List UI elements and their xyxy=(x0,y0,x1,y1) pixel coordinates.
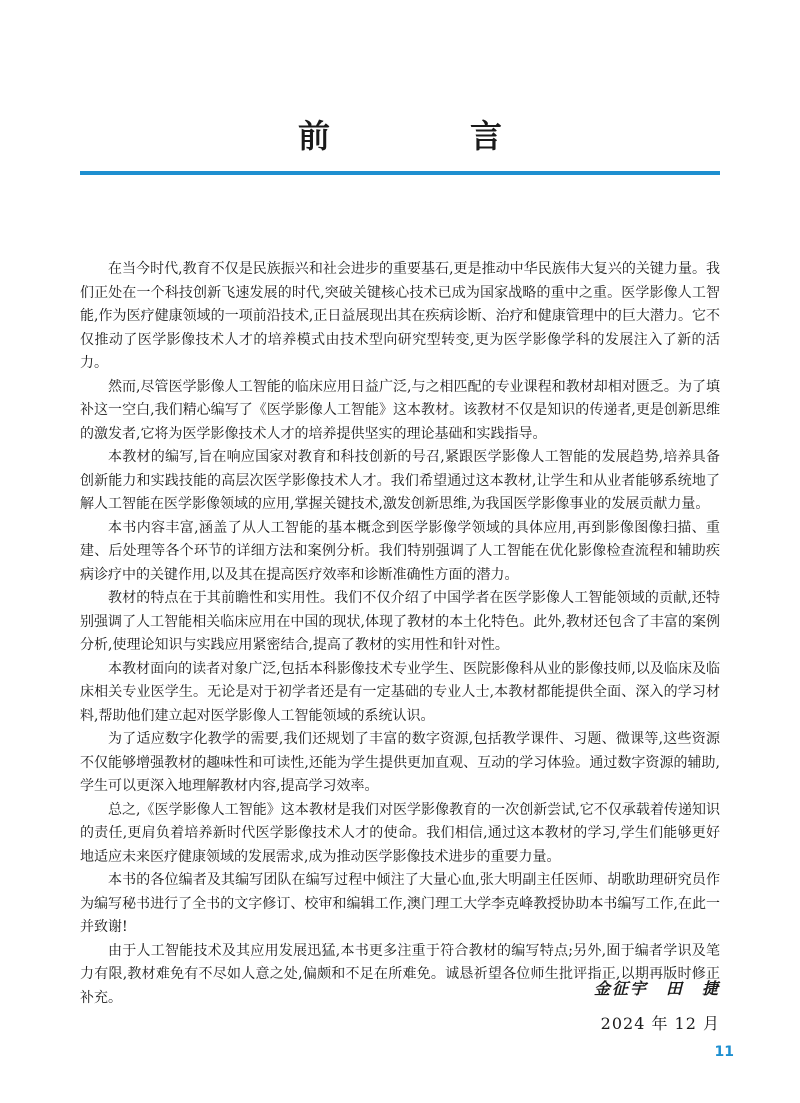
preface-body xyxy=(80,258,720,1010)
paragraph-7: 为了适应数字化教学的需要,我们还规划了丰富的数字资源,包括教学课件、习题、微课等,这些资源不仅能够增强教材的趣味性和可读性,还能为学生提供更加直观、互动的学习体验。通过数字资源的辅助,学生可以更深入地理解教材内容,提高学习效率。 xyxy=(80,731,720,794)
paragraph-2: 然而,尽管医学影像人工智能的临床应用日益广泛,与之相匹配的专业课程和教材却相对匮乏。为了填补这一空白,我们精心编写了《医学影像人工智能》这本教材。该教材不仅是知识的传递者,更是创新思维的激发者,它将为医学影像技术人才的培养提供坚实的理论基础和实践指导。 xyxy=(80,378,720,442)
signature-date: 2024 年 12 月 xyxy=(600,1014,720,1033)
paragraph-8: 总之,《医学影像人工智能》这本教材是我们对医学影像教育的一次创新尝试,它不仅承载着传递知识的责任,更肩负着培养新时代医学影像技术人才的使命。我们相信,通过这本教材的学习,学生们能够更好地适应未来医疗健康领域的发展需求,成为推动医学影像技术进步的重要力量。 xyxy=(80,801,720,865)
paragraph-10: 由于人工智能技术及其应用发展迅猛,本书更多注重于符合教材的编写特点;另外,囿于编者学识及笔力有限,教材难免有不尽如人意之处,偏颇和不足在所难免。诚恳祈望各位师生批评指正,以期再版时修正补充。 xyxy=(80,942,720,1006)
paragraph-3: 本教材的编写,旨在响应国家对教育和科技创新的号召,紧跟医学影像人工智能的发展趋势,培养具备创新能力和实践技能的高层次医学影像技术人才。我们希望通过这本教材,让学生和从业者能够系统地了解人工智能在医学影像领域的应用,掌握关键技术,激发创新思维,为我国医学影像事业的发展贡献力量。 xyxy=(80,449,720,512)
author-signature: 金征宇 田 捷 xyxy=(593,979,720,998)
paragraph-9: 本书的各位编者及其编写团队在编写过程中倾注了大量心血,张大明副主任医师、胡歌助理研究员作为编写秘书进行了全书的文字修订、校审和编辑工作,澳门理工大学李克峰教授协助本书编写工作,在此一并致谢! xyxy=(80,872,720,935)
paragraph-6: 本教材面向的读者对象广泛,包括本科影像技术专业学生、医院影像科从业的影像技师,以及临床及临床相关专业医学生。无论是对于初学者还是有一定基础的专业人士,本教材都能提供全面、深入的学习材料,帮助他们建立起对医学影像人工智能领域的系统认识。 xyxy=(80,660,720,724)
paragraph-5: 教材的特点在于其前瞻性和实用性。我们不仅介绍了中国学者在医学影像人工智能领域的贡献,还特别强调了人工智能相关临床应用在中国的现状,体现了教材的本土化特色。此外,教材还包含了丰富的案例分析,使理论知识与实践应用紧密结合,提高了教材的实用性和针对性。 xyxy=(80,590,720,653)
page-title: 前 言 xyxy=(297,117,556,155)
title-divider xyxy=(80,171,720,175)
page-number: 11 xyxy=(714,1044,734,1060)
paragraph-4: 本书内容丰富,涵盖了从人工智能的基本概念到医学影像学领域的具体应用,再到影像图像扫描、重建、后处理等各个环节的详细方法和案例分析。我们特别强调了人工智能在优化影像检查流程和辅助疾病诊疗中的关键作用,以及其在提高医疗效率和诊断准确性方面的潜力。 xyxy=(80,519,720,583)
paragraph-1: 在当今时代,教育不仅是民族振兴和社会进步的重要基石,更是推动中华民族伟大复兴的关键力量。我们正处在一个科技创新飞速发展的时代,突破关键核心技术已成为国家战略的重中之重。医学影像人工智能,作为医疗健康领域的一项前沿技术,正日益展现出其在疾病诊断、治疗和健康管理中的巨大潜力。它不仅推动了医学影像技术人才的培养模式由技术型向研究型转变,更为医学影像学科的发展注入了新的活力。 xyxy=(80,261,720,371)
